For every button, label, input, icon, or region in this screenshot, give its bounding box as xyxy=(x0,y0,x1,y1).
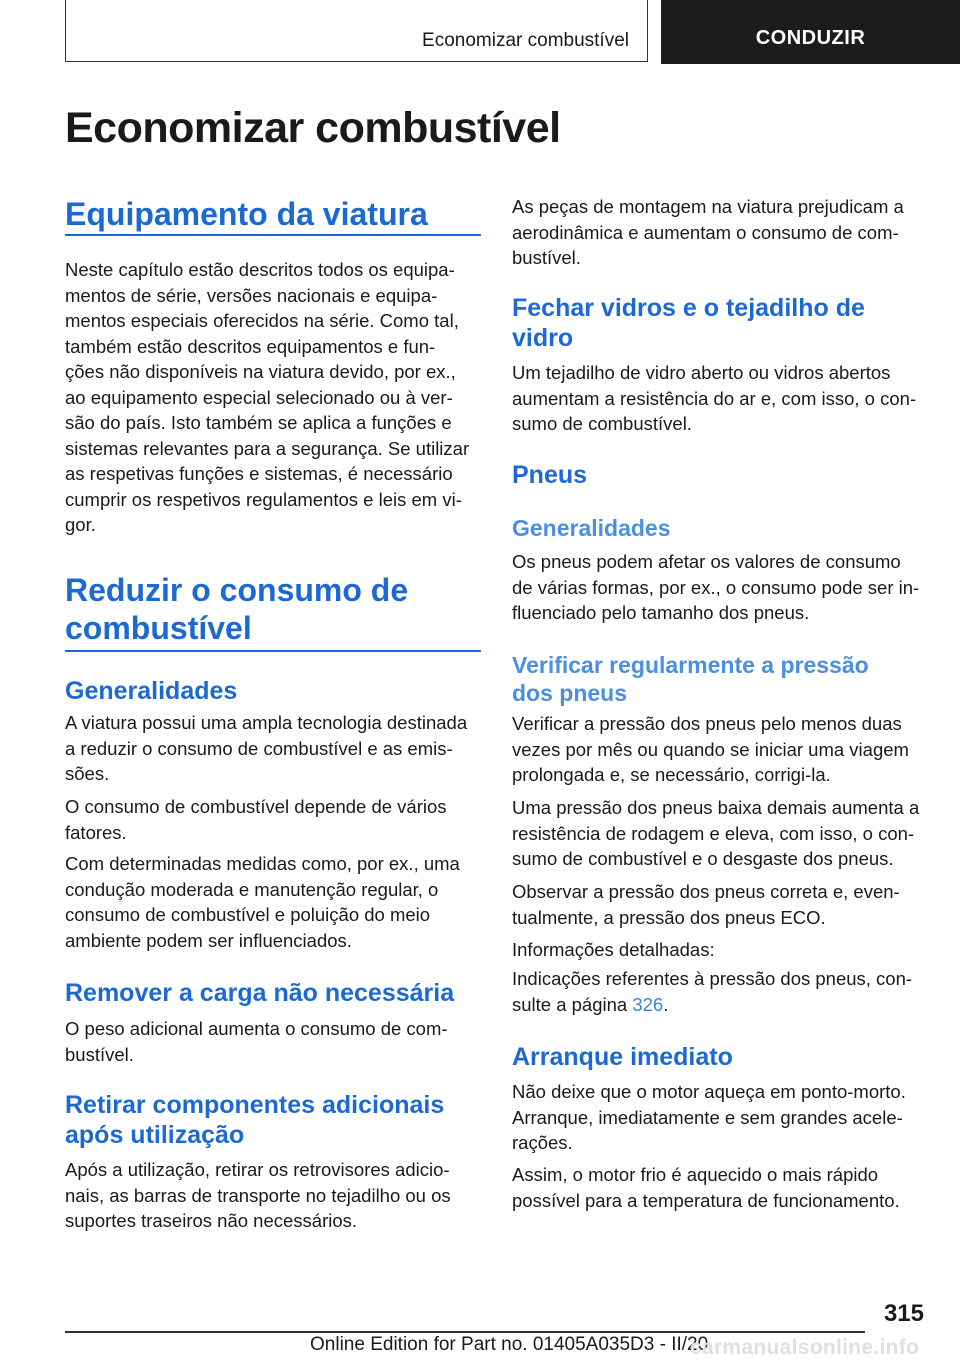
heading-arranque-imediato: Arranque imediato xyxy=(512,1043,733,1071)
header-box xyxy=(65,0,648,62)
paragraph-generalidades-1: A viatura possui uma ampla tecnologia destinada a reduzir o consumo de combustível e as emis- sões. xyxy=(65,712,468,784)
heading-retirar-componentes: Retirar componentes adicionais após utilização xyxy=(65,1091,445,1149)
heading-generalidades: Generalidades xyxy=(65,677,238,705)
paragraph-informacoes: Informações detalhadas: xyxy=(512,939,715,960)
paragraph-pecas-montagem: As peças de montagem na viatura prejudicam a aerodinâmica e aumentam o consumo de com- bustível. xyxy=(512,196,904,268)
paragraph-arranque-2: Assim, o motor frio é aquecido o mais rápido possível para a temperatura de funcionamento. xyxy=(512,1164,900,1211)
heading-rule xyxy=(65,234,481,236)
footer-edition: Online Edition for Part no. 01405A035D3 - II/20 xyxy=(310,1334,709,1355)
paragraph-equipamento: Neste capítulo estão descritos todos os equipa- mentos de série, versões nacionais e equipa- mentos especiais oferecidos na série. Como tal, também estão descritos equipamentos e fun- ções não disponíveis na viatura devido, por ex., ao equipamento especial selecionado ou à ver- são do país. Isto também se aplica a funções e sistemas relevantes para a segurança. Se utilizar as respetivas funções e sistemas, é necessário cumprir os respetivos regulamentos e leis em vi- gor. xyxy=(65,259,470,535)
heading-fechar-vidros: Fechar vidros e o tejadilho de vidro xyxy=(512,294,865,352)
heading-pneus: Pneus xyxy=(512,461,588,489)
paragraph-verificar-3: Observar a pressão dos pneus correta e, even- tualmente, a pressão dos pneus ECO. xyxy=(512,881,900,928)
page-title: Economizar combustível xyxy=(65,104,561,152)
heading-verificar-pressao: Verificar regularmente a pressão dos pneus xyxy=(512,652,869,706)
paragraph-arranque-1: Não deixe que o motor aqueça em ponto-morto. Arranque, imediatamente e sem grandes acele- rações. xyxy=(512,1081,906,1153)
heading-remover-carga: Remover a carga não necessária xyxy=(65,979,455,1007)
paragraph-retirar-componentes: Após a utilização, retirar os retrovisores adicio- nais, as barras de transporte no tejadilho ou os suportes traseiros não necessários. xyxy=(65,1159,451,1231)
heading-equipamento: Equipamento da viatura xyxy=(65,196,428,232)
paragraph-verificar-1: Verificar a pressão dos pneus pelo menos duas vezes por mês ou quando se iniciar uma viagem prolongada e, se necessário, corrigi-la. xyxy=(512,713,909,785)
heading-reduzir-consumo: Reduzir o consumo de combustível xyxy=(65,572,409,646)
watermark: carmanualsonline.info xyxy=(690,1336,920,1359)
heading-pneus-generalidades: Generalidades xyxy=(512,515,671,541)
page-number: 315 xyxy=(883,1300,924,1327)
paragraph-verificar-2: Uma pressão dos pneus baixa demais aumenta a resistência de rodagem e eleva, com isso, o con- sumo de combustível e o desgaste dos pneus. xyxy=(512,797,920,869)
paragraph-generalidades-2: O consumo de combustível depende de vários fatores. xyxy=(65,796,447,843)
page-link-326[interactable]: 326 xyxy=(632,993,664,1015)
header-section-title: Economizar combustível xyxy=(422,30,629,51)
paragraph-indicacoes: Indicações referentes à pressão dos pneus, con- sulte a página 326. xyxy=(512,968,913,1015)
heading-rule xyxy=(65,650,481,652)
footer-rule xyxy=(65,1331,865,1333)
paragraph-remover-carga: O peso adicional aumenta o consumo de com- bustível. xyxy=(65,1018,448,1065)
paragraph-generalidades-3: Com determinadas medidas como, por ex., uma condução moderada e manutenção regular, o consumo de combustível e poluição do meio ambiente podem ser influenciados. xyxy=(65,853,460,951)
paragraph-pneus-generalidades: Os pneus podem afetar os valores de consumo de várias formas, por ex., o consumo pode ser in- fluenciado pelo tamanho dos pneus. xyxy=(512,551,920,623)
paragraph-fechar-vidros: Um tejadilho de vidro aberto ou vidros abertos aumentam a resistência do ar e, com isso, o con- sumo de combustível. xyxy=(512,362,917,434)
chapter-tab[interactable]: CONDUZIR xyxy=(661,0,960,64)
